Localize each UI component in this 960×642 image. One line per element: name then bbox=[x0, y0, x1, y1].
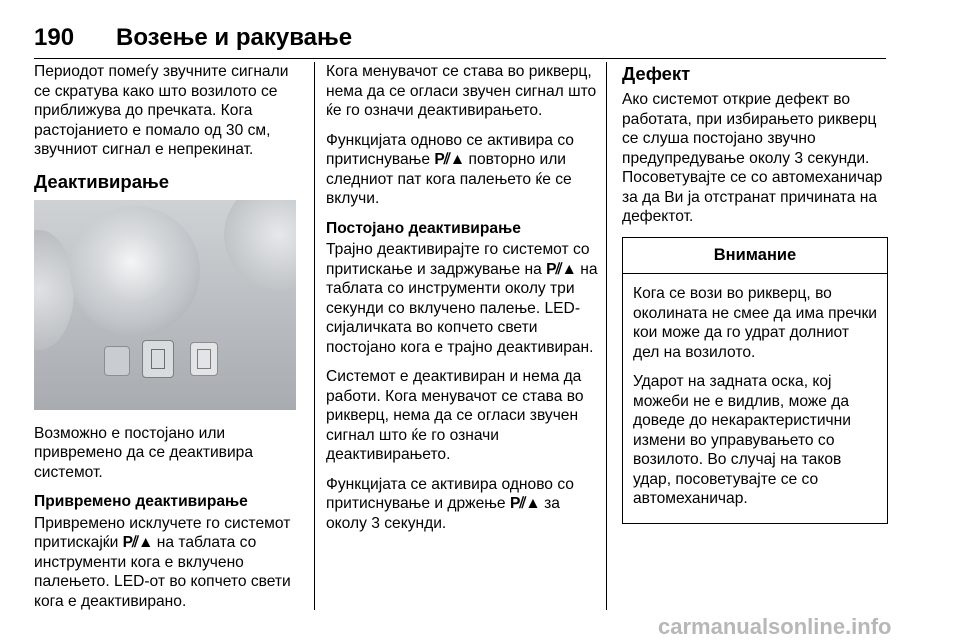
heading-defect: Дефект bbox=[622, 63, 691, 84]
parking-assist-icon: P⫽▲ bbox=[434, 151, 465, 168]
left-knob-shape bbox=[34, 230, 74, 350]
column-divider-1 bbox=[314, 62, 315, 610]
warning-paragraph-1: Кога се вози во рикверц, во околината не смее да има пречки кои може да го удрат долниот дел на возилото. bbox=[633, 285, 878, 361]
paragraph-system-deactivated: Системот е деактивиран и нема да работи. Кога менувачот се става во рикверц, нема да се огласи звучен сигнал што ќе го означи деактивирањето. bbox=[326, 368, 584, 463]
right-knob-shape bbox=[224, 200, 296, 290]
paragraph-defect: Ако системот открие дефект во работата, при избирањето рикверц се слуша постојано звучно предупредување околу 3 секунди. Посоветувајте се со автомеханичар за да Ви ја отстранат причината на дефектот. bbox=[622, 91, 883, 225]
heading-permanent-deactivation: Постојано деактивирање bbox=[326, 219, 521, 237]
heading-temporary-deactivation: Привремено деактивирање bbox=[34, 493, 248, 510]
watermark: carmanualsonline.info bbox=[658, 614, 892, 639]
warning-title: Внимание bbox=[623, 238, 887, 275]
parking-assist-icon: P⫽▲ bbox=[122, 534, 153, 551]
column-1 bbox=[34, 62, 306, 621]
paragraph-reactivate-hold: Функцијата се активира одново со притиснување и држење P⫽▲ за околу 3 секунди. bbox=[326, 475, 574, 532]
dashboard-button-photo bbox=[34, 200, 296, 410]
paragraph-beep-interval: Периодот помеѓу звучните сигнали се скратува како што возилото се приближува до пречката. Кога растојанието е помало од 30 см, звучниот сигнал е непрекинат. bbox=[34, 63, 289, 158]
paragraph-temporary-deactivation: Привремено исклучете го системот притискајќи P⫽▲ на таблата со инструменти кога е вклучено палењето. LED-от во копчето свети кога е деактивирано. bbox=[34, 514, 291, 610]
dial-switch-icon bbox=[104, 346, 130, 376]
parking-assist-icon: P⫽▲ bbox=[509, 495, 540, 512]
page-number: 190 bbox=[34, 24, 75, 51]
warning-box bbox=[622, 237, 888, 524]
column-2 bbox=[326, 62, 598, 543]
paragraph-reactivate: Функцијата одново се активира со притиснување P⫽▲ повторно или следниот пат кога палењето ќе се вклучи. bbox=[326, 131, 574, 207]
heading-deactivation: Деактивирање bbox=[34, 170, 170, 192]
parking-sensor-button-icon bbox=[142, 340, 174, 378]
rotary-knob-inner bbox=[100, 234, 170, 304]
column-divider-2 bbox=[606, 62, 607, 610]
warning-paragraph-2: Ударот на задната оска, кој можеби не е видлив, може да доведе до некарактеристични измени во управувањето со возилото. Во случај на таков удар, посоветувајте се со автомеханичар. bbox=[633, 373, 852, 507]
button-panel bbox=[104, 340, 254, 380]
paragraph-permanent-deactivation: Трајно деактивирајте го системот со притискање и задржување на P⫽▲ на таблата со инструменти околу три секунди со вклучено палење. LED-сијаличката во копчето свети постојано кога е трајно деактивиран. bbox=[326, 241, 598, 356]
parking-assist-icon: P⫽▲ bbox=[546, 260, 576, 278]
page-header bbox=[34, 22, 886, 59]
section-title: Возење и ракување bbox=[116, 24, 353, 51]
column-3 bbox=[622, 62, 888, 524]
adjacent-button-icon bbox=[190, 342, 218, 376]
paragraph-reverse-no-signal: Кога менувачот се става во рикверц, нема да се огласи звучен сигнал што ќе го означи деактивирањето. bbox=[326, 63, 597, 119]
figure-caption: Возможно е постојано или привремено да се деактивира системот. bbox=[34, 424, 254, 481]
warning-body bbox=[623, 274, 887, 523]
